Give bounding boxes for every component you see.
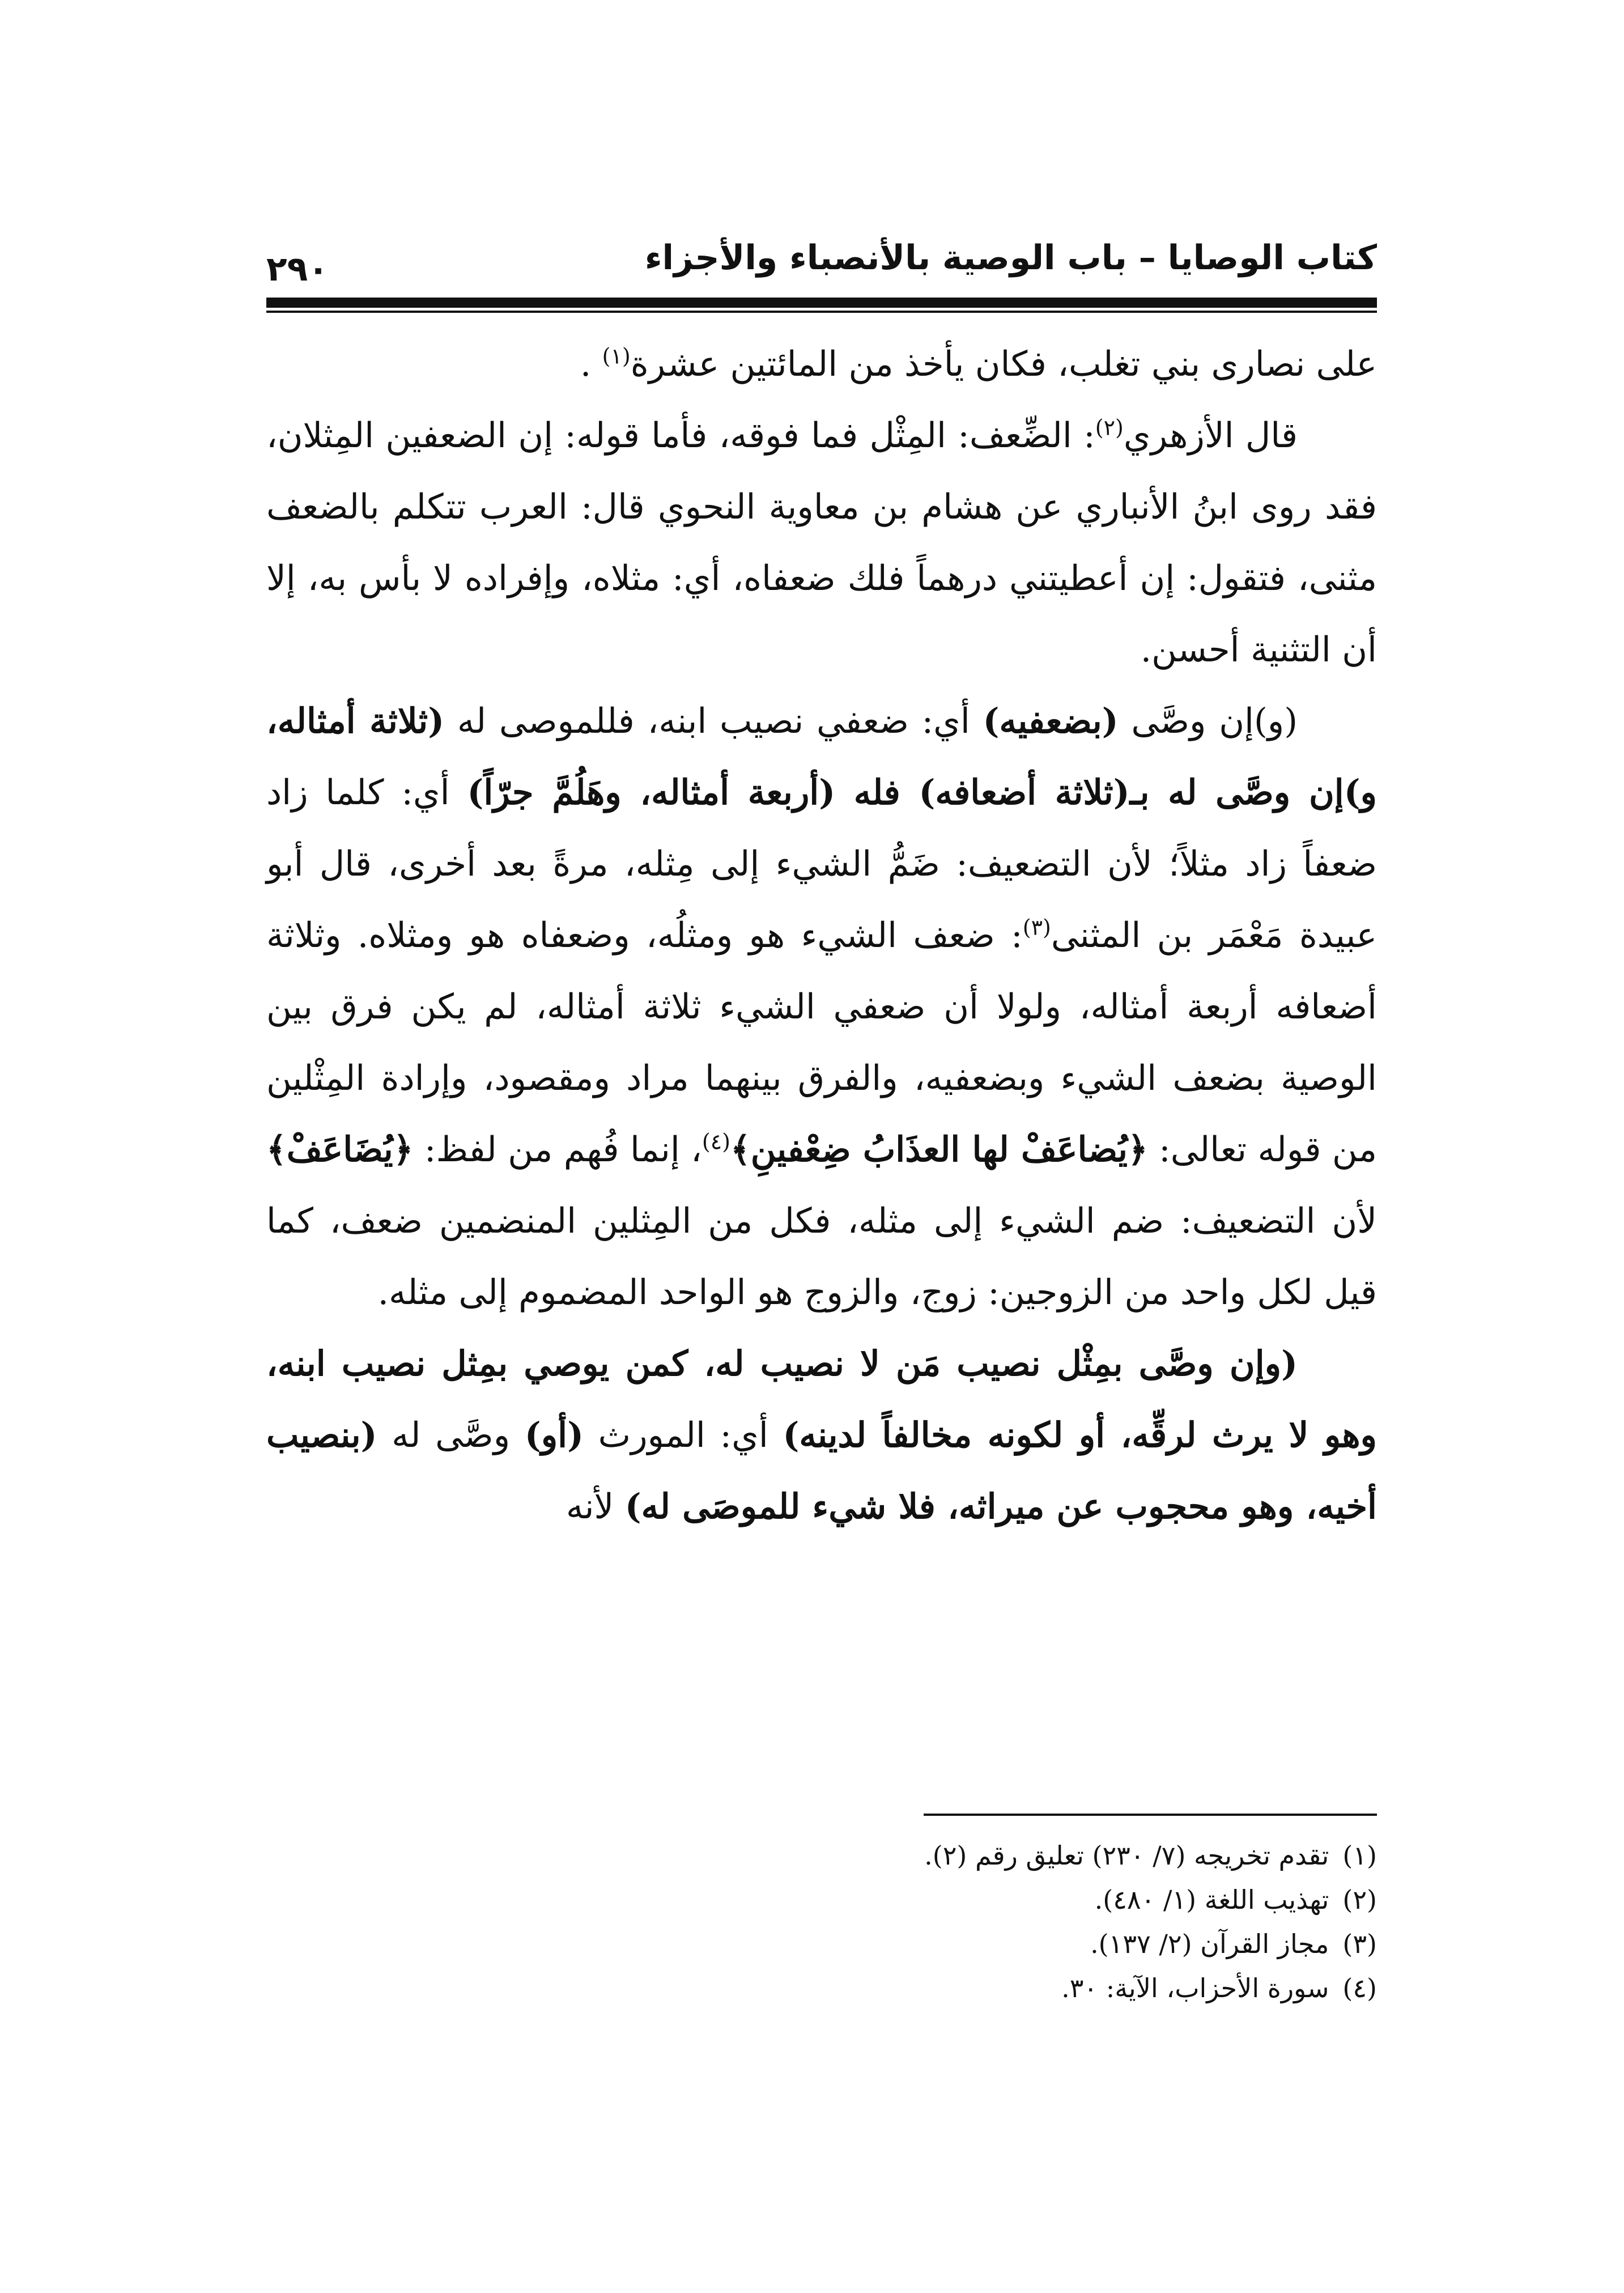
- text-run: أي: المورث: [584, 1415, 783, 1455]
- footnote-4: [266, 1966, 1377, 2010]
- footnote-number: (٢): [1342, 1884, 1377, 1915]
- matn-text: (ثلاثة أمثاله، و)إن وصَّى له بـ(ثلاثة أضعافه) فله (أربعة أمثاله، وهَلُمَّ جرّاً): [266, 701, 1378, 813]
- footnote-mark-4: (٤): [702, 1129, 730, 1154]
- running-header: [266, 230, 1377, 292]
- text-run: وصَّى له: [377, 1415, 525, 1455]
- text-run: .: [580, 344, 602, 384]
- text-run: : الضِّعف: المِثْل فما فوقه، فأما قوله: إن الضعفين المِثلان، فقد روى ابنُ الأنباري عن هشام بن معاوية النحوي قال: العرب تتكلم بالضعف مثنى، فتقول: إن أعطيتني درهماً فلك ضعفاه، أي: مثلاه، وإفراده لا بأس به، إلا أن التثنية أحسن.: [266, 415, 1377, 670]
- matn-text: (وإن وصَّى بمِثْل نصيب مَن لا نصيب له، كمن يوصي بمِثل نصيب ابنه، وهو لا يرث لرقِّه، أو لكونه مخالفاً لدينه): [266, 1344, 1377, 1455]
- text-run: لأن التضعيف: ضم الشيء إلى مثله، فكل من المِثلين المنضمين ضعف، كما قيل لكل واحد من الزوجين: زوج، والزوج هو الواحد المضموم إلى مثله.: [266, 1201, 1377, 1313]
- text-run: (و)إن وصَّى: [1118, 701, 1298, 741]
- header-rule-thin: [266, 311, 1377, 313]
- footnote-text: مجاز القرآن (٢/ ١٣٧).: [1090, 1929, 1329, 1959]
- footnote-1: [266, 1833, 1377, 1878]
- footnote-text: سورة الأحزاب، الآية: ٣٠.: [1061, 1973, 1329, 2003]
- text-run: : ضعف الشيء هو ومثلُه، وضعفاه هو ومثلاه. وثلاثة أضعافه أربعة أمثاله، ولولا أن ضعفي الشيء ثلاثة أمثاله، لم يكن فرق بين الوصية بضعف الشيء وبضعفيه، والفرق بينهما مراد ومقصود، وإرادة المِثْلين من قوله تعالى:: [266, 915, 1378, 1170]
- footnote-number: (٣): [1342, 1929, 1377, 1959]
- text-run: قال الأزهري: [1123, 415, 1298, 456]
- text-run: لأنه: [566, 1487, 625, 1527]
- footnotes: [266, 1833, 1377, 2010]
- main-text: [266, 329, 1377, 1543]
- footnote-2: [266, 1878, 1377, 1922]
- paragraph-1: [266, 329, 1377, 400]
- text-run: أي: كلما زاد ضعفاً زاد مثلاً؛ لأن التضعيف: ضَمُّ الشيء إلى مِثله، مرةً بعد أخرى، قال أبو عبيدة مَعْمَر بن المثنى: [266, 772, 1378, 956]
- footnote-separator: [924, 1814, 1377, 1816]
- text-run: ، إنما فُهم من لفظ:: [413, 1129, 702, 1170]
- footnote-mark-3: (٣): [1022, 915, 1051, 940]
- book-page: [266, 0, 1377, 2293]
- quran-quote: ﴿يُضاعَفْ لها العذَابُ ضِعْفينِ﴾: [730, 1129, 1148, 1170]
- matn-text: (أو): [524, 1415, 584, 1455]
- footnote-text: تقدم تخريجه (٧/ ٢٣٠) تعليق رقم (٢).: [924, 1840, 1329, 1871]
- header-rule-thick: [266, 298, 1377, 308]
- footnote-mark-1: (١): [602, 343, 631, 369]
- header-title: كتاب الوصايا – باب الوصية بالأنصباء والأجزاء: [644, 238, 1377, 278]
- quran-quote: ﴿يُضَاعَفْ﴾: [266, 1129, 414, 1170]
- footnote-text: تهذيب اللغة (١/ ٤٨٠).: [1094, 1884, 1329, 1915]
- text-run: أي: ضعفي نصيب ابنه، فللموصى له: [444, 701, 983, 741]
- paragraph-3: [266, 686, 1377, 1328]
- footnote-mark-2: (٢): [1095, 415, 1124, 440]
- matn-text: (بنصيب أخيه، وهو محجوب عن ميراثه، فلا شيء للموصَى له): [266, 1415, 1377, 1527]
- footnote-number: (١): [1342, 1840, 1377, 1871]
- paragraph-2: [266, 400, 1377, 686]
- footnote-number: (٤): [1342, 1973, 1377, 2003]
- matn-text: (بضعفيه): [983, 701, 1119, 741]
- text-run: على نصارى بني تغلب، فكان يأخذ من المائتين عشرة: [630, 344, 1377, 384]
- paragraph-4: [266, 1328, 1377, 1543]
- page-number: ٢٩٠: [266, 249, 329, 289]
- footnote-3: [266, 1922, 1377, 1966]
